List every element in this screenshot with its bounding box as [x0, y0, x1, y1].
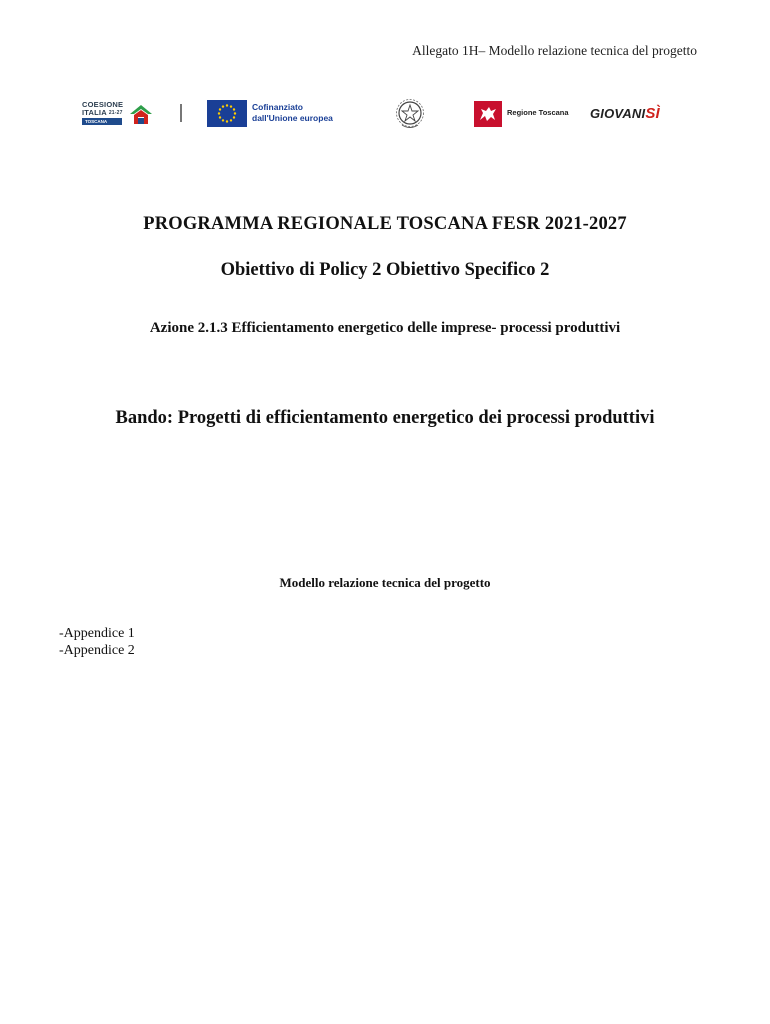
coesione-years: 21-27	[108, 110, 123, 116]
italian-emblem-icon	[396, 96, 424, 132]
appendix-list	[59, 625, 135, 659]
attachment-header: Allegato 1H– Modello relazione tecnica del progetto	[412, 43, 697, 58]
coesione-line2: ITALIA	[82, 108, 107, 117]
toscana-label: Regione Toscana	[507, 108, 569, 117]
regione-toscana-logo	[474, 96, 574, 132]
eu-flag-icon	[207, 100, 247, 127]
coesione-mark-icon	[128, 102, 154, 126]
logo-divider	[180, 104, 182, 122]
eu-label-line1: Cofinanziato	[252, 102, 303, 112]
action-title: Azione 2.1.3 Efficientamento energetico delle imprese- processi produttivi	[149, 320, 621, 336]
pegasus-icon	[474, 101, 502, 127]
objective-title: Obiettivo di Policy 2 Obiettivo Specifico 2	[220, 260, 550, 280]
logo-strip	[80, 96, 670, 132]
appendix-item: -Appendice 2	[59, 643, 135, 658]
programme-title: PROGRAMMA REGIONALE TOSCANA FESR 2021-2027	[143, 214, 627, 234]
giovanisi-logo	[590, 96, 670, 132]
giovani-text: GIOVANI	[590, 106, 646, 121]
model-title: Modello relazione tecnica del progetto	[279, 575, 491, 590]
coesione-italia-logo	[80, 96, 158, 132]
appendix-item: -Appendice 1	[59, 626, 135, 641]
coesione-band: TOSCANA	[82, 118, 122, 125]
giovani-si-text: SÌ	[645, 105, 660, 122]
eu-label-line2: dall'Unione europea	[252, 113, 333, 123]
call-title: Bando: Progetti di efficientamento energetico dei processi produttivi	[115, 408, 655, 428]
eu-cofinanziato-logo	[207, 96, 347, 132]
coesione-line1: COESIONE	[82, 100, 124, 109]
